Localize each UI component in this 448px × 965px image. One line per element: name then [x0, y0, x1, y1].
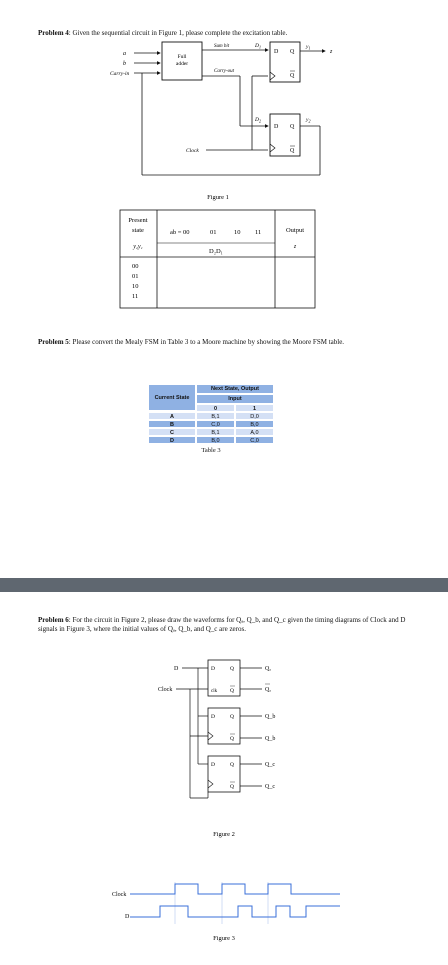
table3-caption: Table 3 — [201, 447, 221, 454]
qc-label: Q_c — [265, 762, 275, 768]
ab-col-10: 10 — [234, 229, 241, 236]
table3-input1-cell: B,0 — [235, 420, 274, 428]
problem5-statement — [38, 338, 413, 347]
svg-text:01: 01 — [132, 273, 139, 280]
page-divider — [0, 578, 448, 592]
table3-row — [148, 428, 274, 436]
svg-text:11: 11 — [132, 293, 139, 300]
output-label: Output — [285, 227, 305, 234]
svg-text:D: D — [211, 714, 215, 720]
problem5-text: : Please convert the Mealy FSM in Table 3 to a Moore machine by showing the Moore FSM table. — [68, 338, 345, 346]
problem4-label: Problem 4 — [38, 29, 69, 37]
svg-text:Q: Q — [230, 784, 234, 790]
problem6-text: : For the circuit in Figure 2, please draw the waveforms for Qₐ, Q_b, and Q_c given the timing diagrams of Clock and D signals in Figure 3, where the initial values of Qₐ, Q_b, and Q_c are zeros. — [38, 616, 406, 633]
wave-d-label: D — [125, 914, 130, 920]
table3-row — [148, 420, 274, 428]
clk-label: clk — [211, 689, 218, 694]
ab-col-11: 11 — [255, 229, 262, 236]
state-label: state — [132, 227, 144, 234]
svg-text:D: D — [211, 762, 215, 768]
sum-bit-label: Sum bit — [214, 44, 230, 49]
table3-input0-cell: B,0 — [196, 436, 235, 444]
flipflop-2 — [270, 114, 300, 156]
figure3-waveforms — [0, 882, 448, 962]
problem5-label: Problem 5 — [38, 338, 69, 346]
input-header: Input — [196, 394, 274, 404]
d-waveform — [130, 906, 340, 917]
input-carry-in: Carry-in — [110, 71, 130, 77]
clock-label: Clock — [186, 148, 199, 154]
y2-label: $y_2$ — [306, 117, 311, 124]
ab-col-01: 01 — [210, 229, 217, 236]
svg-text:Q_c: Q_c — [265, 784, 275, 790]
table3-input0-cell: B,1 — [196, 428, 235, 436]
present-label: Present — [128, 217, 148, 224]
svg-text:Q: Q — [290, 49, 295, 55]
state-vars-label: y₂y₁ — [133, 244, 143, 250]
svg-text:Q: Q — [230, 714, 234, 720]
problem6-statement — [38, 616, 410, 634]
current-state-header: Current State — [148, 384, 196, 411]
table3-state-cell: B — [148, 420, 196, 428]
qa-label: Qₐ — [265, 666, 271, 672]
fig2-d-label: D — [174, 666, 179, 672]
figure2-circuit — [0, 654, 448, 854]
z-output: z — [330, 49, 333, 55]
table3-row — [148, 436, 274, 444]
output-var: z — [293, 244, 297, 250]
excitation-table — [0, 205, 448, 315]
svg-text:Qₐ: Qₐ — [265, 687, 271, 693]
table3-input1-cell: D,0 — [235, 412, 274, 420]
carry-out-label: Carry-out — [214, 69, 234, 74]
d2-label: $D_2$ — [255, 117, 261, 124]
svg-text:D: D — [274, 49, 279, 55]
table3-state-cell: D — [148, 436, 196, 444]
d1-label: $D_1$ — [255, 43, 261, 50]
svg-text:Q: Q — [230, 762, 234, 768]
problem6-label: Problem 6 — [38, 616, 69, 624]
svg-text:Q: Q — [230, 736, 234, 742]
svg-text:00: 00 — [132, 263, 139, 270]
problem4-text: : Given the sequential circuit in Figure 1, please complete the excitation table. — [68, 29, 288, 37]
fig2-clock-label: Clock — [158, 687, 173, 693]
svg-text:Q: Q — [290, 73, 295, 79]
figure1-caption: Figure 1 — [207, 194, 229, 201]
svg-text:Q: Q — [290, 124, 295, 130]
input-col-1: 1 — [235, 404, 274, 412]
svg-text:D: D — [274, 124, 279, 130]
next-state-output-header: Next State, Output — [196, 384, 274, 394]
svg-text:Q_b: Q_b — [265, 736, 276, 742]
problem-sheet-bottom — [0, 592, 448, 965]
svg-text:Q: Q — [290, 148, 295, 154]
table3 — [148, 384, 274, 454]
qb-label: Q_b — [265, 714, 276, 720]
svg-text:D: D — [211, 666, 215, 672]
table3-input1-cell: C,0 — [235, 436, 274, 444]
wave-clock-label: Clock — [112, 892, 127, 898]
full-adder-label-1: Full — [177, 54, 187, 60]
clock-waveform — [130, 884, 340, 894]
input-a: a — [123, 51, 126, 57]
table3-state-cell: C — [148, 428, 196, 436]
svg-text:10: 10 — [132, 283, 139, 290]
input-col-0: 0 — [196, 404, 235, 412]
table3-input0-cell: B,1 — [196, 412, 235, 420]
svg-text:Q: Q — [230, 688, 234, 694]
input-b: b — [123, 61, 126, 67]
y1-label: $y_1$ — [306, 44, 311, 51]
table3-rows — [148, 412, 274, 444]
table3-row — [148, 412, 274, 420]
svg-text:Q: Q — [230, 666, 234, 672]
ab-header: ab = 00 — [170, 229, 190, 236]
table3-input1-cell: A,0 — [235, 428, 274, 436]
figure2-caption: Figure 2 — [213, 831, 235, 838]
figure3-caption: Figure 3 — [213, 935, 235, 942]
next-state-header: D₂D₁ — [209, 248, 223, 255]
table3-input0-cell: C,0 — [196, 420, 235, 428]
full-adder-label-2: adder — [175, 61, 189, 67]
table3-state-cell: A — [148, 412, 196, 420]
